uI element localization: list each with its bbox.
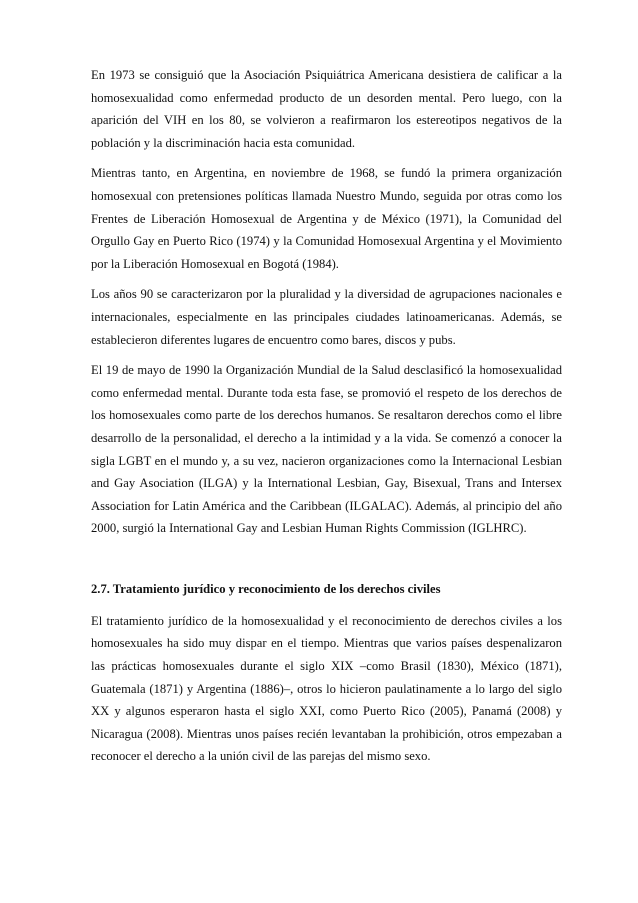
paragraph-1973-apa: En 1973 se consiguió que la Asociación Psiquiátrica Americana desistiera de calificar a la homosexualidad como enfermedad producto de un desorden mental. Pero luego, con la aparición del VIH en los 80, se volvieron a reafirmaron los estereotipos negativos de la población y la discriminación hacia esta comunidad. xyxy=(91,68,562,150)
paragraph-legal-treatment: El tratamiento jurídico de la homosexualidad y el reconocimiento de derechos civiles a los homosexuales ha sido muy dispar en el tiempo. Mientras que varios países despenalizaron las prácticas homosexuales durante el siglo XIX –como Brasil (1830), México (1871), Guatemala (1871) y Argentina (1886)–, otros lo hicieron paulatinamente a lo largo del siglo XX y algunos esperaron hasta el siglo XXI, como Puerto Rico (2005), Panamá (2008) y Nicaragua (2008). Mientras unos países recién levantaban la prohibición, otros empezaban a reconocer el derecho a la unión civil de las parejas del mismo sexo. xyxy=(91,613,562,764)
paragraph-argentina-organizations: Mientras tanto, en Argentina, en noviembre de 1968, se fundó la primera organización homosexual con pretensiones políticas llamada Nuestro Mundo, seguida por otras como los Frentes de Liberación Homosexual de Argentina y de México (1971), la Comunidad del Orgullo Gay en Puerto Rico (1974) y la Comunidad Homosexual Argentina y el Movimiento por la Liberación Homosexual en Bogotá (1984). xyxy=(91,166,562,271)
paragraph-who-1990: El 19 de mayo de 1990 la Organización Mundial de la Salud desclasificó la homosexualidad como enfermedad mental. Durante toda esta fase, se promovió el respeto de los derechos de los homosexuales como parte de los derechos humanos. Se resaltaron derechos como el libre desarrollo de la personalidad, el derecho a la intimidad y a la vida. Se comenzó a conocer la sigla LGBT en el mundo y, a su vez, nacieron organizaciones como la Internacional Lesbian and Gay Asociation (ILGA) y la International Lesbian, Gay, Bisexual, Trans and Intersex Association for Latin América and the Caribbean (ILGALAC). Además, al principio del año 2000, surgió la International Gay and Lesbian Human Rights Commission (IGLHRC). xyxy=(91,363,562,536)
paragraph-90s-diversity: Los años 90 se caracterizaron por la pluralidad y la diversidad de agrupaciones nacionales e internacionales, especialmente en las principales ciudades latinoamericanas. Además, se establecieron diferentes lugares de encuentro como bares, discos y pubs. xyxy=(91,287,562,347)
document-body xyxy=(91,64,562,776)
section-heading: 2.7. Tratamiento jurídico y reconocimiento de los derechos civiles xyxy=(91,581,441,596)
